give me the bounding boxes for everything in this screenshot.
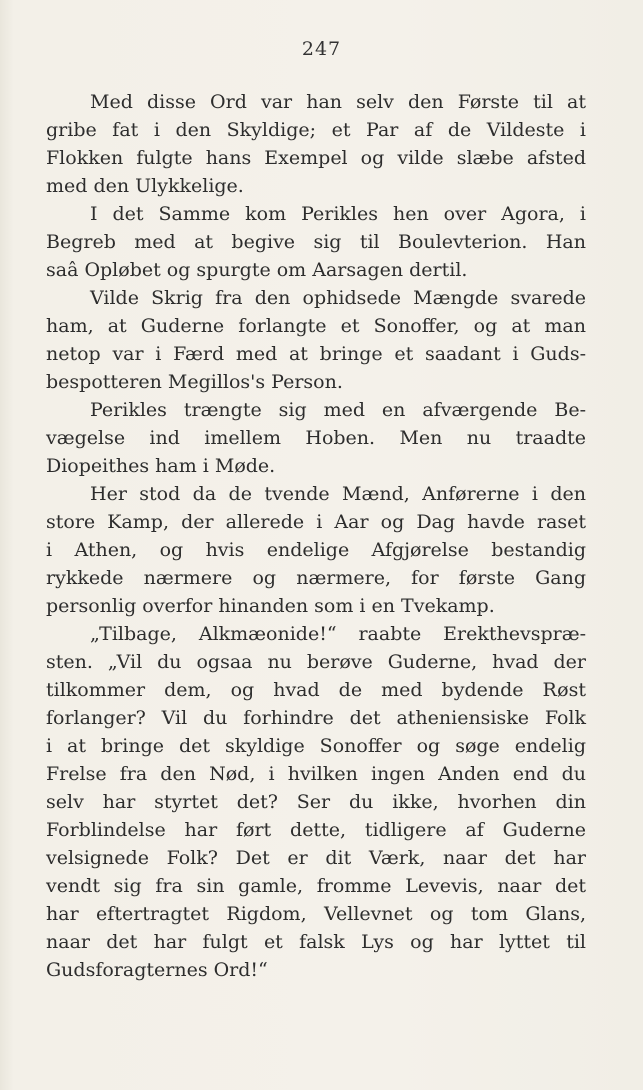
body-text [46,88,586,984]
text-line: har eftertragtet Rigdom, Vellevnet og tom Glans, [46,903,586,925]
text-line: vægelse ind imellem Hoben. Men nu traadte [46,427,586,449]
text-line: Begreb med at begive sig til Boulevterion. Han [46,231,586,253]
text-line: bespotteren Megillos's Person. [46,371,343,393]
text-line: selv har styrtet det? Ser du ikke, hvorhen din [46,791,586,813]
text-line: Vilde Skrig fra den ophidsede Mængde svarede [90,287,586,309]
text-line: i at bringe det skyldige Sonoffer og søge endelig [46,735,586,757]
text-line: Perikles trængte sig med en afværgende Be- [90,399,586,421]
text-line: Med disse Ord var han selv den Første til at [90,91,586,113]
text-line: rykkede nærmere og nærmere, for første Gang [46,567,586,589]
text-line: velsignede Folk? Det er dit Værk, naar det har [46,847,586,869]
page-number: 247 [301,38,342,60]
text-line: med den Ulykkelige. [46,175,244,197]
text-line: Frelse fra den Nød, i hvilken ingen Anden end du [46,763,586,785]
text-line: Forblindelse har ført dette, tidligere af Guderne [46,819,586,841]
text-line: I det Samme kom Perikles hen over Agora, i [90,203,586,225]
text-line: Her stod da de tvende Mænd, Anførerne i den [90,483,586,505]
text-line: vendt sig fra sin gamle, fromme Levevis, naar det [46,875,586,897]
text-line: Gudsforagternes Ord!“ [46,959,268,981]
text-line: tilkommer dem, og hvad de med bydende Røst [46,679,586,701]
text-line: „Tilbage, Alkmæonide!“ raabte Erekthevspræ- [90,623,586,645]
text-line: personlig overfor hinanden som i en Tvekamp. [46,595,495,617]
text-line: ham, at Guderne forlangte et Sonoffer, og at man [46,315,586,337]
text-line: netop var i Færd med at bringe et saadant i Guds- [46,343,586,365]
text-line: gribe fat i den Skyldige; et Par af de Vildeste i [46,119,586,141]
text-line: sten. „Vil du ogsaa nu berøve Guderne, hvad der [46,651,586,673]
text-line: saâ Opløbet og spurgte om Aarsagen dertil. [46,259,468,281]
text-line: forlanger? Vil du forhindre det atheniensiske Folk [46,707,586,729]
text-line: Flokken fulgte hans Exempel og vilde slæbe afsted [46,147,586,169]
text-line: Diopeithes ham i Møde. [46,455,276,477]
text-line: i Athen, og hvis endelige Afgjørelse bestandig [46,539,586,561]
text-line: naar det har fulgt et falsk Lys og har lyttet til [46,931,586,953]
text-line: store Kamp, der allerede i Aar og Dag havde raset [46,511,586,533]
